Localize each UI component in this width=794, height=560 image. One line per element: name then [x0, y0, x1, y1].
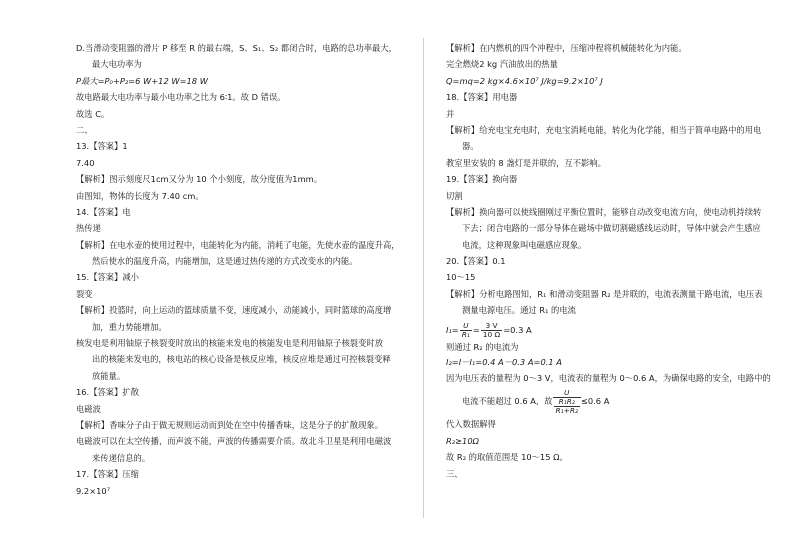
nested-fraction: $\frac{U}{\frac{\text{R₁R₂}}{\text{R₁+R₂}}}$ — [553, 389, 581, 415]
text-line: 9.2×10⁷ — [76, 485, 111, 496]
formula-current-i1 — [446, 319, 781, 341]
text-line: 最大电功率为 — [92, 59, 142, 70]
text-line: 加，重力势能增加。 — [92, 321, 167, 332]
answer-heading: 14.【答案】电 — [76, 206, 131, 217]
text-line: 故电路最大电功率与最小电功率之比为 6∶1。故 D 错误。 — [76, 92, 286, 103]
text-line: 故选 C。 — [76, 108, 110, 119]
text-line: 因为电压表的量程为 0～3 V，电流表的量程为 0～0.6 A，为确保电路的安全，电路中的 — [446, 373, 771, 384]
formula-line: R₂≥10Ω — [446, 435, 479, 446]
text-line: 下去；闭合电路的一部分导体在磁场中做切割磁感线运动时，导体中就会产生感应 — [462, 223, 761, 234]
text-line: 7.40 — [76, 157, 95, 168]
text-line: 电流，这种现象叫电磁感应现象。 — [462, 239, 587, 250]
text-line: 并 — [446, 108, 455, 119]
text-line: 完全燃烧2 kg 汽油放出的热量 — [446, 59, 558, 70]
fraction: $\frac{3 V}{10 \Omega}$ — [482, 320, 501, 339]
text-line: 电磁波可以在太空传播，而声波不能，声波的传播需要介质。故北斗卫星是利用电磁波 — [76, 436, 392, 447]
text-line: 出的核能来发电的，核电站的核心设备是核反应堆，核反应堆是通过可控核裂变释 — [92, 354, 391, 365]
answer-heading: 17.【答案】压缩 — [76, 469, 139, 480]
text-line: 核发电是利用铀原子核裂变时放出的核能来发电的核能发电是利用铀原子核裂变时放 — [76, 338, 383, 349]
right-column — [446, 40, 781, 482]
fraction: $\frac{\text{R₁R₂}}{\text{R₁+R₂}}$ — [555, 396, 578, 415]
text-line: 裂变 — [76, 288, 93, 299]
formula-line: I₂=I－I₁=0.4 A－0.3 A=0.1 A — [446, 356, 562, 367]
analysis-line: 【解析】换向器可以使线圈刚过平衡位置时，能够自动改变电流方向，使电动机持续转 — [446, 206, 762, 217]
analysis-line: 【解析】给充电宝充电时，充电宝消耗电能，转化为化学能，相当于简单电路中的用电 — [446, 124, 762, 135]
formula-part: ≤0.6 A — [580, 396, 610, 407]
text-line: 则通过 R₂ 的电流为 — [446, 341, 519, 352]
section-heading: 二、 — [76, 124, 93, 135]
analysis-line: 【解析】香味分子由于做无规则运动而到处在空中传播香味，这是分子的扩散现象。 — [76, 419, 383, 430]
formula-line: P最大=P₀+P₂=6 W+12 W=18 W — [76, 75, 208, 86]
answer-heading: 13.【答案】1 — [76, 141, 128, 152]
analysis-line: 【解析】投篮时，向上运动的篮球质量不变，速度减小，动能减小，同时篮球的高度增 — [76, 305, 392, 316]
answer-heading: 16.【答案】扩散 — [76, 387, 139, 398]
text-line: 测量电源电压。通过 R₁ 的电流 — [462, 305, 576, 316]
text-line: 故 R₂ 的取值范围是 10～15 Ω。 — [446, 452, 568, 463]
answer-heading: 15.【答案】减小 — [76, 272, 139, 283]
text-line: 由图知，物体的长度为 7.40 cm。 — [76, 190, 204, 201]
formula-part: I₁= — [446, 324, 459, 335]
formula-part: =0.3 A — [503, 324, 532, 335]
text-line: 教室里安装的 8 盏灯是并联的，互不影响。 — [446, 157, 606, 168]
analysis-line: 【解析】分析电路图知，R₁ 和滑动变阻器 R₂ 是并联的，电流表测量干路电流，电压表 — [446, 288, 763, 299]
text-line: 来传递信息的。 — [92, 452, 151, 463]
text-line: 然后使水的温度升高，内能增加，这是通过热传递的方式改变水的内能。 — [92, 256, 358, 267]
section-heading: 三、 — [446, 468, 463, 479]
text-line: 放能量。 — [92, 370, 126, 381]
text-line: 代入数据解得 — [446, 419, 496, 430]
formula-part: 电流不能超过 0.6 A，故 — [462, 396, 553, 407]
fraction: $\frac{U}{\text{R₁}}$ — [461, 320, 470, 339]
text-line: 电磁波 — [76, 403, 101, 414]
answer-heading: 18.【答案】用电器 — [446, 92, 518, 103]
analysis-line: 【解析】在内燃机的四个冲程中，压缩冲程将机械能转化为内能。 — [446, 43, 687, 53]
answer-heading: 20.【答案】0.1 — [446, 256, 506, 267]
text-line: 热传递 — [76, 223, 101, 234]
column-divider — [423, 38, 424, 518]
formula-line: Q=mq=2 kg×4.6×10⁷ J/kg=9.2×10⁷ J — [446, 75, 603, 86]
analysis-line: 【解析】图示刻度尺1cm又分为 10 个小刻度，故分度值为1mm。 — [76, 174, 323, 185]
text-line: 器。 — [462, 141, 479, 152]
formula-part: = — [472, 324, 480, 335]
answer-heading: 19.【答案】换向器 — [446, 174, 518, 185]
text-line: 切割 — [446, 190, 463, 201]
text-line: 10～15 — [446, 272, 476, 283]
formula-current-limit — [446, 386, 781, 416]
text-line: D.当滑动变阻器的滑片 P 移至 R 的最右端，S、S₁、S₂ 都闭合时，电路的总功率最大， — [76, 43, 397, 53]
left-column — [76, 40, 410, 499]
analysis-line: 【解析】在电水壶的使用过程中，电能转化为内能，消耗了电能，先使水壶的温度升高， — [76, 239, 400, 250]
